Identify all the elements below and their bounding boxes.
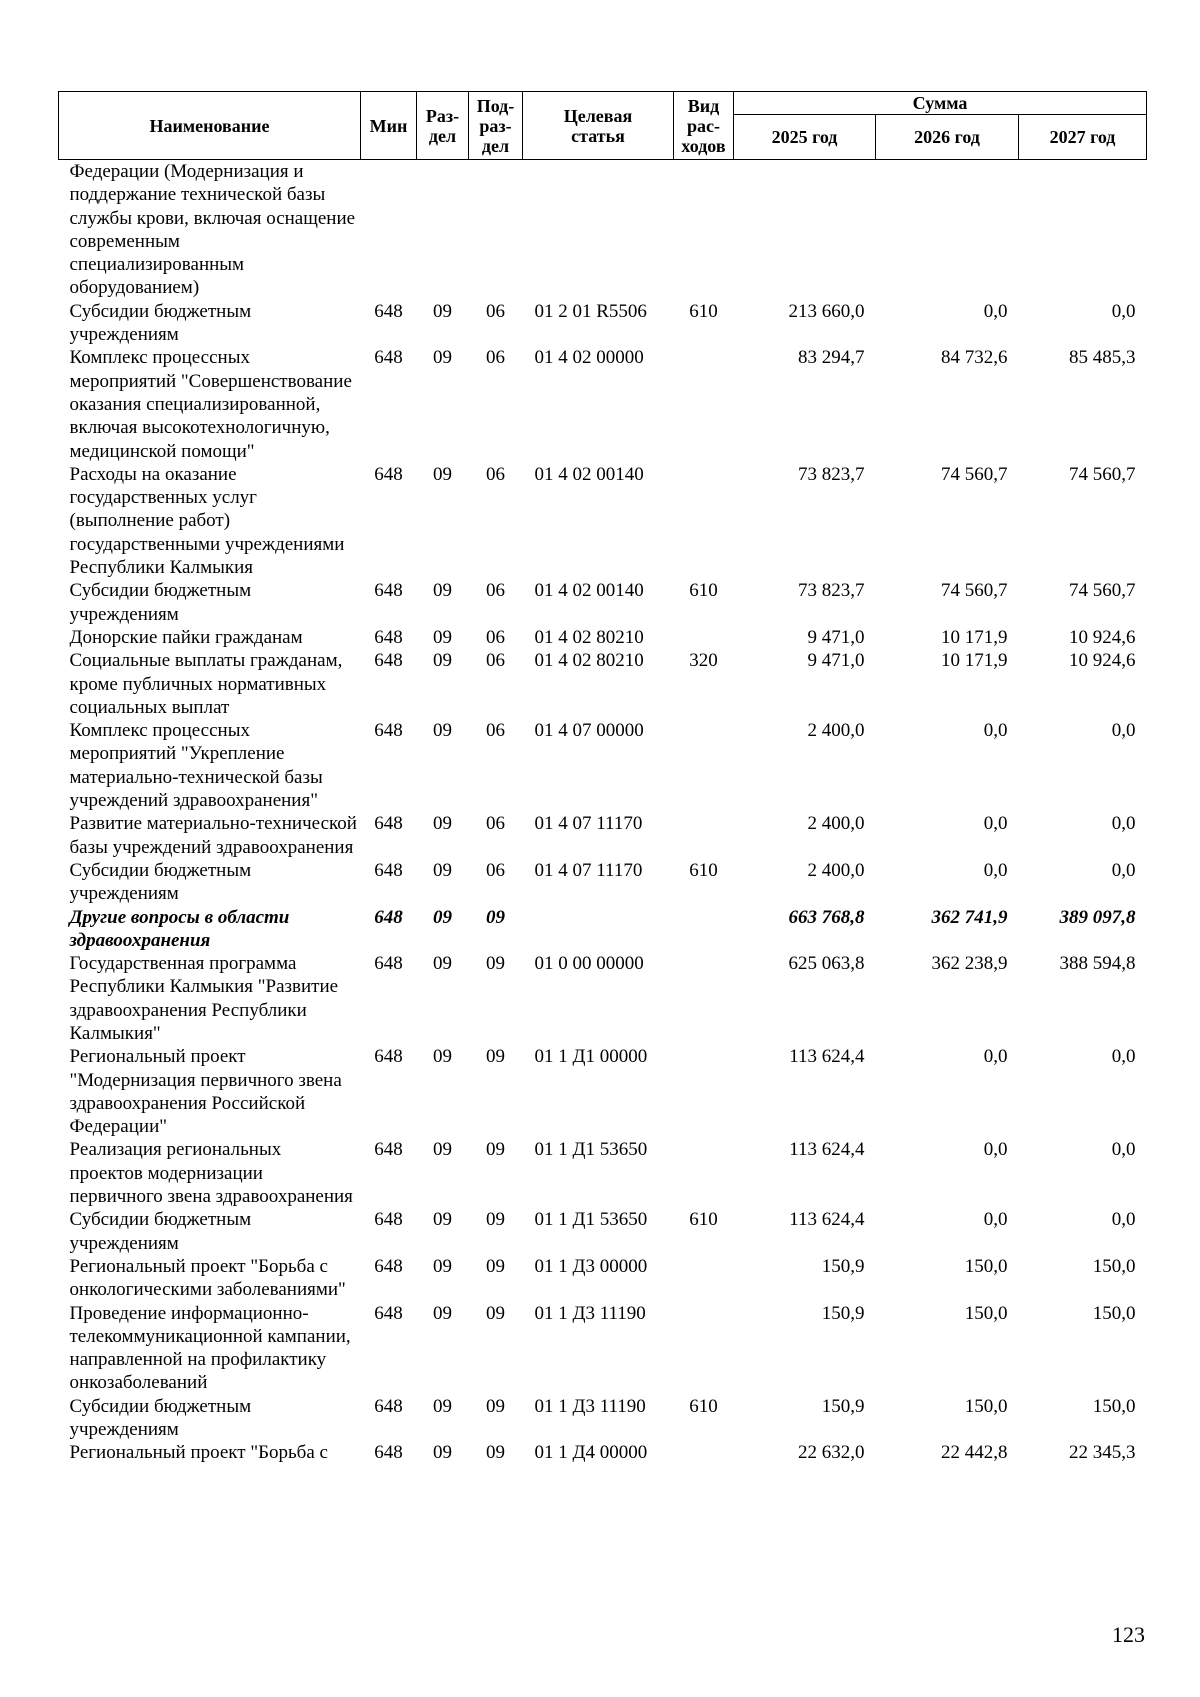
header-vid: [674, 92, 734, 160]
row-name: Донорские пайки гражданам: [69, 626, 303, 648]
row-vid: [674, 1255, 734, 1302]
row-razdel: 09: [433, 300, 452, 322]
row-razdel: 09: [433, 1209, 452, 1231]
row-razdel: 09: [433, 1442, 452, 1464]
row-podrazdel: [469, 160, 523, 300]
row-razdel: 09: [433, 463, 452, 485]
page-number: 123: [1112, 1622, 1145, 1647]
row-sum-2027: 0,0: [1111, 1139, 1136, 1161]
budget-table: [58, 91, 1147, 1465]
row-name: Субсидии бюджетным учреждениям: [69, 1209, 252, 1254]
row-min: 648: [374, 1139, 403, 1161]
row-podrazdel: 09: [486, 1442, 505, 1464]
row-sum-2026: 0,0: [983, 720, 1008, 742]
row-min: 648: [374, 1209, 403, 1231]
row-vid: [674, 812, 734, 859]
row-sum-2027: 74 560,7: [1069, 580, 1136, 602]
table-row: [59, 579, 1147, 626]
row-celevaya: 01 4 07 11170: [534, 813, 643, 835]
row-vid: [674, 1138, 734, 1208]
row-sum-2027: 0,0: [1111, 720, 1136, 742]
row-podrazdel: 06: [486, 720, 505, 742]
row-name: Расходы на оказание государственных услуг (выполнение работ) государственными учреждениями Республики Калмыкия: [69, 463, 345, 579]
row-sum-2026: 10 171,9: [941, 626, 1008, 648]
row-min: 648: [374, 463, 403, 485]
row-podrazdel: 06: [486, 859, 505, 881]
row-vid: [674, 906, 734, 953]
row-celevaya: 01 1 Д4 00000: [534, 1442, 648, 1464]
row-razdel: 09: [433, 626, 452, 648]
row-podrazdel: 06: [486, 580, 505, 602]
header-podrazdel-line1: Под-: [476, 95, 515, 116]
row-podrazdel: 09: [486, 1302, 505, 1324]
row-min: 648: [374, 1442, 403, 1464]
table-row: [59, 1208, 1147, 1255]
row-vid: [674, 626, 734, 649]
row-name: Другие вопросы в области здравоохранения: [69, 906, 290, 951]
row-vid: [674, 1302, 734, 1395]
row-sum-2025: 150,9: [821, 1255, 865, 1277]
row-sum-2026: 150,0: [964, 1255, 1008, 1277]
row-sum-2027: 10 924,6: [1069, 650, 1136, 672]
table-row: [59, 719, 1147, 812]
row-min: 648: [374, 953, 403, 975]
table-row: [59, 463, 1147, 579]
row-celevaya: 01 0 00 00000: [534, 953, 644, 975]
row-celevaya: [523, 160, 674, 300]
row-celevaya: 01 1 Д3 00000: [534, 1255, 648, 1277]
row-sum-2026: 0,0: [983, 813, 1008, 835]
row-podrazdel: 09: [486, 1209, 505, 1231]
row-podrazdel: 06: [486, 463, 505, 485]
row-name: Комплекс процессных мероприятий "Укрепление материально-технической базы учреждений здравоохранения": [69, 720, 323, 812]
row-min: 648: [374, 650, 403, 672]
row-sum-2027: 0,0: [1111, 1046, 1136, 1068]
row-sum-2025: 213 660,0: [788, 300, 865, 322]
table-row: [59, 1302, 1147, 1395]
header-year-2025: 2025 год: [734, 115, 876, 160]
row-razdel: 09: [433, 1395, 452, 1417]
table-row: [59, 1255, 1147, 1302]
row-sum-2027: 0,0: [1111, 813, 1136, 835]
header-podrazdel-line3: дел: [481, 135, 510, 156]
row-celevaya: 01 4 07 11170: [534, 859, 643, 881]
row-sum-2026: 362 238,9: [931, 953, 1008, 975]
row-name: Субсидии бюджетным учреждениям: [69, 859, 252, 905]
header-celevaya-line1: Целевая: [563, 105, 633, 126]
header-razdel: [417, 92, 469, 160]
row-sum-2026: 0,0: [983, 859, 1008, 881]
row-vid: [674, 160, 734, 300]
row-sum-2026: 0,0: [983, 1209, 1008, 1231]
row-sum-2025: 150,9: [821, 1302, 865, 1324]
table-row: [59, 1045, 1147, 1138]
row-vid: 610: [689, 580, 718, 602]
row-min: [361, 160, 417, 300]
row-sum-2026: 362 741,9: [931, 906, 1008, 928]
header-celevaya-line2: статья: [571, 125, 625, 146]
row-sum-2025: 625 063,8: [788, 953, 865, 975]
row-vid: [674, 719, 734, 812]
header-celevaya: [523, 92, 674, 160]
row-sum-2027: 389 097,8: [1059, 906, 1136, 928]
row-vid: [674, 1045, 734, 1138]
header-year-2027: 2027 год: [1019, 115, 1147, 160]
row-razdel: 09: [433, 953, 452, 975]
row-min: 648: [374, 906, 403, 928]
row-vid: [674, 1441, 734, 1464]
row-sum-2027: 0,0: [1111, 859, 1136, 881]
header-razdel-line2: дел: [428, 125, 457, 146]
row-celevaya: 01 4 07 00000: [534, 720, 644, 742]
row-celevaya: [523, 906, 674, 953]
row-name: Региональный проект "Борьба с онкологическими заболеваниями": [69, 1255, 346, 1301]
row-sum-2027: 0,0: [1111, 300, 1136, 322]
row-sum-2026: [876, 160, 1019, 300]
row-sum-2026: 74 560,7: [941, 463, 1008, 485]
row-sum-2025: 663 768,8: [788, 906, 865, 928]
row-name: Федерации (Модернизация и поддержание технической базы службы крови, включая оснащение современным специализированным оборудованием): [69, 161, 356, 299]
row-razdel: 09: [433, 906, 452, 928]
header-year-2026: 2026 год: [876, 115, 1019, 160]
row-sum-2025: 113 624,4: [789, 1139, 865, 1161]
row-celevaya: 01 4 02 00140: [534, 463, 644, 485]
row-vid: 610: [689, 859, 718, 881]
row-celevaya: 01 2 01 R5506: [534, 300, 647, 322]
row-sum-2026: 74 560,7: [941, 580, 1008, 602]
row-razdel: 09: [433, 859, 452, 881]
table-row: [59, 906, 1147, 953]
row-sum-2025: 2 400,0: [807, 720, 865, 742]
row-razdel: 09: [433, 720, 452, 742]
row-celevaya: 01 4 02 80210: [534, 650, 644, 672]
row-min: 648: [374, 580, 403, 602]
row-sum-2025: 9 471,0: [807, 650, 865, 672]
row-sum-2027: 22 345,3: [1069, 1442, 1136, 1464]
row-sum-2027: 85 485,3: [1069, 347, 1136, 369]
row-sum-2025: 113 624,4: [789, 1046, 865, 1068]
header-vid-line3: ходов: [681, 135, 726, 156]
row-min: 648: [374, 300, 403, 322]
row-podrazdel: 06: [486, 347, 505, 369]
row-razdel: 09: [433, 580, 452, 602]
row-sum-2026: 0,0: [983, 1139, 1008, 1161]
row-sum-2025: 73 823,7: [798, 580, 865, 602]
row-celevaya: 01 4 02 00000: [534, 347, 644, 369]
row-name: Реализация региональных проектов модернизации первичного звена здравоохранения: [69, 1139, 353, 1208]
row-sum-2027: [1019, 160, 1147, 300]
row-celevaya: 01 4 02 80210: [534, 626, 644, 648]
budget-page: [58, 91, 1146, 1465]
row-min: 648: [374, 347, 403, 369]
table-row: [59, 812, 1147, 859]
row-sum-2025: 83 294,7: [798, 347, 865, 369]
row-min: 648: [374, 1046, 403, 1068]
row-celevaya: 01 1 Д1 53650: [534, 1209, 648, 1231]
table-row: [59, 300, 1147, 347]
row-razdel: 09: [433, 1255, 452, 1277]
row-podrazdel: 09: [486, 1139, 505, 1161]
row-podrazdel: 06: [486, 626, 505, 648]
row-name: Субсидии бюджетным учреждениям: [69, 580, 252, 625]
row-vid: 610: [689, 1395, 718, 1417]
row-podrazdel: 06: [486, 300, 505, 322]
row-name: Региональный проект "Модернизация первичного звена здравоохранения Российской Федерации": [69, 1046, 342, 1138]
table-row: [59, 346, 1147, 462]
row-podrazdel: 09: [486, 953, 505, 975]
row-podrazdel: 09: [486, 1255, 505, 1277]
table-row: [59, 1138, 1147, 1208]
row-min: 648: [374, 859, 403, 881]
row-min: 648: [374, 720, 403, 742]
row-sum-2027: 0,0: [1111, 1209, 1136, 1231]
table-body: [59, 160, 1147, 1465]
header-podrazdel-line2: раз-: [479, 115, 512, 136]
row-vid: 610: [689, 300, 718, 322]
table-row: [59, 626, 1147, 649]
row-sum-2027: 10 924,6: [1069, 626, 1136, 648]
row-name: Региональный проект "Борьба с: [69, 1442, 328, 1464]
row-min: 648: [374, 1255, 403, 1277]
row-sum-2026: 0,0: [983, 300, 1008, 322]
row-min: 648: [374, 626, 403, 648]
row-vid: 610: [689, 1209, 718, 1231]
header-podrazdel: [469, 92, 523, 160]
row-podrazdel: 09: [486, 906, 505, 928]
table-header: [59, 92, 1147, 160]
row-min: 648: [374, 1302, 403, 1324]
header-vid-line2: рас-: [687, 115, 720, 136]
row-min: 648: [374, 813, 403, 835]
row-sum-2026: 10 171,9: [941, 650, 1008, 672]
row-podrazdel: 09: [486, 1395, 505, 1417]
row-name: Субсидии бюджетным учреждениям: [69, 1395, 252, 1441]
row-name: Государственная программа Республики Калмыкия "Развитие здравоохранения Республики Калмыкия": [69, 953, 339, 1044]
row-name: Развитие материально-технической базы учреждений здравоохранения: [69, 813, 357, 858]
row-razdel: 09: [433, 1046, 452, 1068]
row-podrazdel: 06: [486, 813, 505, 835]
row-sum-2026: 0,0: [983, 1046, 1008, 1068]
row-sum-2027: 150,0: [1092, 1395, 1136, 1417]
row-name: Социальные выплаты гражданам, кроме публичных нормативных социальных выплат: [69, 650, 343, 718]
row-razdel: 09: [433, 347, 452, 369]
row-razdel: 09: [433, 650, 452, 672]
row-sum-2025: 22 632,0: [798, 1442, 865, 1464]
row-podrazdel: 09: [486, 1046, 505, 1068]
header-name: Наименование: [59, 92, 361, 160]
header-min: Мин: [361, 92, 417, 160]
row-vid: [674, 952, 734, 1045]
row-sum-2025: [734, 160, 876, 300]
row-celevaya: 01 1 Д3 11190: [534, 1302, 646, 1324]
table-row: [59, 160, 1147, 300]
row-sum-2025: 2 400,0: [807, 813, 865, 835]
row-sum-2025: 73 823,7: [798, 463, 865, 485]
row-vid: [674, 463, 734, 579]
row-vid: 320: [689, 650, 718, 672]
row-razdel: [417, 160, 469, 300]
row-sum-2026: 150,0: [964, 1395, 1008, 1417]
row-sum-2027: 150,0: [1092, 1255, 1136, 1277]
row-podrazdel: 06: [486, 650, 505, 672]
row-name: Субсидии бюджетным учреждениям: [69, 300, 252, 346]
table-row: [59, 1395, 1147, 1442]
row-sum-2027: 388 594,8: [1059, 953, 1136, 975]
row-name: Проведение информационно-телекоммуникационной кампании, направленной на профилактику онкозаболеваний: [69, 1302, 351, 1394]
row-sum-2025: 2 400,0: [807, 859, 865, 881]
row-celevaya: 01 1 Д1 53650: [534, 1139, 648, 1161]
row-sum-2025: 150,9: [821, 1395, 865, 1417]
row-razdel: 09: [433, 1302, 452, 1324]
row-celevaya: 01 1 Д1 00000: [534, 1046, 648, 1068]
header-vid-line1: Вид: [687, 95, 720, 116]
row-vid: [674, 346, 734, 462]
row-razdel: 09: [433, 813, 452, 835]
row-celevaya: 01 1 Д3 11190: [534, 1395, 646, 1417]
row-razdel: 09: [433, 1139, 452, 1161]
table-row: [59, 1441, 1147, 1464]
header-razdel-line1: Раз-: [425, 105, 460, 126]
row-name: Комплекс процессных мероприятий "Совершенствование оказания специализированной, включая высокотехнологичную, медицинской помощи": [69, 347, 352, 462]
row-min: 648: [374, 1395, 403, 1417]
table-row: [59, 952, 1147, 1045]
row-sum-2026: 150,0: [964, 1302, 1008, 1324]
table-row: [59, 649, 1147, 719]
row-sum-2026: 22 442,8: [941, 1442, 1008, 1464]
row-sum-2025: 113 624,4: [789, 1209, 865, 1231]
row-sum-2025: 9 471,0: [807, 626, 865, 648]
row-celevaya: 01 4 02 00140: [534, 580, 644, 602]
row-sum-2026: 84 732,6: [941, 347, 1008, 369]
row-sum-2027: 74 560,7: [1069, 463, 1136, 485]
row-sum-2027: 150,0: [1092, 1302, 1136, 1324]
header-summa: Сумма: [734, 92, 1147, 115]
table-row: [59, 859, 1147, 906]
